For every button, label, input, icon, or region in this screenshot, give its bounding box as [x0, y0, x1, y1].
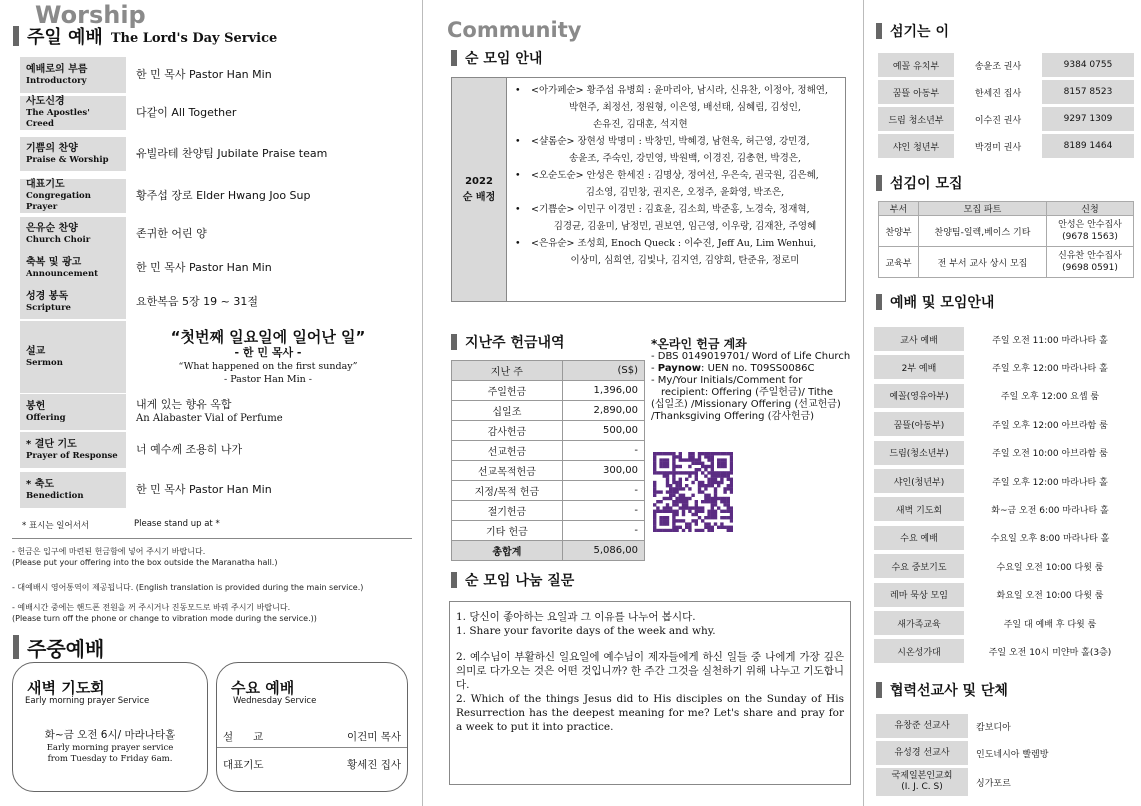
cell-group-text — [531, 201, 839, 235]
order-label-ko: 예배로의 부름 — [26, 63, 88, 75]
cell-line: 김소영, 김민창, 권지은, 오정주, 윤화영, 박조은, — [585, 187, 785, 198]
qr-code-icon — [653, 452, 733, 532]
online-dbs: - DBS 0149019701/ Word of Life Church — [651, 351, 851, 362]
order-label-ko: * 축도 — [26, 478, 55, 490]
order-row — [20, 285, 410, 319]
order-label — [20, 217, 126, 251]
servers-heading — [876, 22, 949, 40]
online-inst-1: - My/Your Initials/Comment for — [651, 375, 803, 386]
schedule-time: 주일 오후 12:00 마라나타 홀 — [992, 477, 1108, 488]
offering-row — [452, 481, 645, 501]
order-label-ko: 사도신경 — [26, 96, 65, 107]
order-row-benediction — [20, 472, 410, 508]
offering-amount: - — [562, 501, 644, 521]
order-label — [20, 179, 126, 213]
server-name: 이수진 권사 — [974, 115, 1022, 126]
question-heading — [451, 571, 574, 589]
recruit-row — [879, 216, 1134, 247]
cell-line: 김경균, 김윤미, 남정민, 권보연, 임근영, 이우랑, 김재찬, 주영혜 — [553, 221, 817, 232]
cell-line: <오순도순> 안성은 한세진 : 김명상, 정여선, 우은숙, 권국원, 김은혜, — [531, 170, 819, 181]
schedule-row — [874, 583, 1136, 607]
recruit-title: 섬김이 모집 — [890, 176, 963, 192]
offering-name: 지정/목적 헌금 — [452, 481, 563, 501]
note-text-en: (Please put your offering into the box outside the Maranatha hall.) — [12, 558, 278, 567]
order-label — [20, 394, 126, 430]
mission-row — [876, 714, 1138, 738]
order-label — [20, 432, 126, 468]
order-label-ko: 봉헌 — [26, 400, 46, 412]
question-2-en: 2. Which of the things Jesus did to His disciples on the Sunday of His Resurrection has the deepest meaning for me? Let's share and pray for a week to put it into practice. — [456, 693, 844, 733]
divider — [12, 538, 412, 539]
recruit-heading — [876, 174, 963, 192]
order-label-ko: 성경 봉독 — [26, 290, 69, 302]
offering-table — [451, 360, 645, 561]
recruit-head-dept: 부서 — [879, 202, 919, 216]
cell-group-text — [531, 167, 839, 201]
cell-line: 박현주, 최정선, 정원형, 이은영, 배선태, 심혜림, 김성인, — [569, 102, 801, 113]
mission-row — [876, 768, 1138, 796]
mission-name-text: 유창준 선교사 — [894, 720, 950, 731]
schedule-time: 주일 오후 12:00 아브라함 룸 — [992, 420, 1108, 431]
offering-row — [452, 421, 645, 441]
cell-line: 손유진, 김대훈, 석지현 — [593, 119, 688, 130]
heading-bar — [876, 682, 882, 698]
mission-name — [876, 714, 968, 738]
offering-title: 지난주 헌금내역 — [465, 335, 565, 351]
offering-amount: - — [562, 521, 644, 541]
order-value: 한 민 목사 Pastor Han Min — [136, 68, 272, 81]
schedule-name: 수요 예배 — [874, 526, 964, 550]
sermon-title-ko: “첫번째 일요일에 일어난 일” — [170, 328, 366, 346]
midweek-heading — [13, 634, 104, 660]
note-text: - 헌금은 입구에 마련된 헌금함에 넣어 주시기 바랍니다. — [12, 547, 206, 556]
offering-name: 절기헌금 — [452, 501, 563, 521]
wed-prayer-label: 대표기도 — [223, 759, 264, 771]
offering-head-row — [452, 361, 645, 381]
order-label-ko: 기쁨의 찬양 — [26, 142, 78, 154]
bullet-icon: • — [515, 85, 521, 96]
recruit-apply-name: 신유찬 안수집사 — [1058, 251, 1122, 261]
cell-line: <기쁨순> 이민구 이경민 : 김효윤, 김소희, 박준홍, 노경숙, 정재혁, — [531, 204, 810, 215]
note-text: - 대예배시 영어통역이 제공됩니다. (English translation is provided during the main service.) — [12, 583, 364, 592]
cell-group-title: 순 모임 안내 — [465, 51, 543, 67]
offering-amount: - — [562, 441, 644, 461]
schedule-time: 주일 오후 12:00 마라나타 홀 — [992, 363, 1108, 374]
midweek-title: 주중예배 — [27, 636, 105, 661]
schedule-time: 주일 오후 12:00 요셉 룸 — [1000, 392, 1100, 403]
order-row — [20, 137, 410, 171]
server-name: 한세진 집사 — [974, 88, 1022, 99]
mission-row — [876, 741, 1138, 765]
sermon-preacher-ko: - 한 민 목사 - — [234, 346, 302, 359]
note-text-en: (Please turn off the phone or change to vibration mode during the service.)) — [12, 614, 317, 623]
recruit-head-apply: 신청 — [1047, 202, 1134, 216]
question-1-en: 1. Share your favorite days of the week and why. — [456, 625, 716, 637]
paynow-uen: : UEN no. T09SS0086C — [701, 363, 815, 374]
server-dept: 드림 청소년부 — [878, 107, 954, 131]
note-phone — [12, 602, 317, 624]
schedule-row — [874, 384, 1136, 408]
offering-name: 기타 헌금 — [452, 521, 563, 541]
order-value: 다같이 All Together — [136, 106, 237, 119]
stand-note — [22, 519, 220, 531]
missions-heading — [876, 681, 1008, 699]
cell-group-heading — [451, 49, 542, 67]
order-label-ko: * 결단 기도 — [26, 438, 77, 450]
cell-group-item — [515, 201, 839, 235]
schedule-name: 레마 묵상 모임 — [874, 583, 964, 607]
order-label-en: Benediction — [26, 490, 84, 501]
offering-name: 선교목적헌금 — [452, 461, 563, 481]
bullet-icon: • — [515, 136, 521, 147]
offering-row — [452, 381, 645, 401]
stand-note-en: Please stand up at * — [134, 519, 220, 529]
schedule-time: 주일 오전 10:00 아브라함 룸 — [992, 449, 1108, 460]
online-inst-3: (십일조) /Missionary Offering (선교헌금) — [651, 399, 841, 410]
recruit-head-part: 모집 파트 — [919, 202, 1047, 216]
order-row-offering — [20, 394, 410, 430]
bullet-icon: • — [515, 170, 521, 181]
order-row-sermon — [20, 321, 410, 393]
dawn-en-2: from Tuesday to Friday 6am. — [47, 754, 173, 764]
schedule-row — [874, 639, 1136, 663]
note-offering — [12, 546, 277, 568]
schedule-name: 새벽 기도회 — [874, 497, 964, 521]
schedule-row — [874, 526, 1136, 550]
stand-note-ko: * 표시는 일어서서 — [22, 521, 90, 531]
dawn-prayer-box — [12, 662, 208, 792]
wed-row-preacher — [223, 729, 401, 744]
schedule-row — [874, 497, 1136, 521]
sermon-preacher-en: - Pastor Han Min - — [223, 374, 313, 385]
schedule-row — [874, 412, 1136, 436]
note-translation — [12, 582, 363, 593]
cell-line: <샬롬순> 장현성 박명미 : 박창민, 박혜경, 남현욱, 허근영, 강민경, — [531, 136, 810, 147]
cell-group-item — [515, 235, 839, 269]
wed-divider — [217, 747, 407, 748]
order-label-en: The Apostles' Creed — [26, 108, 90, 129]
wed-subtitle: Wednesday Service — [233, 696, 317, 706]
schedule-name: 드림(청소년부) — [874, 441, 964, 465]
recruit-dept: 교육부 — [879, 247, 919, 278]
order-label-en: Congregation Prayer — [26, 191, 91, 212]
order-value: 유빌라테 찬양팀 Jubilate Praise team — [136, 147, 328, 160]
question-box — [449, 601, 851, 785]
recruit-apply-phone: (9678 1563) — [1062, 232, 1118, 242]
schedule-name: 꿈뜰(아동부) — [874, 412, 964, 436]
dawn-title: 새벽 기도회 — [27, 679, 105, 697]
heading-bar — [876, 175, 882, 191]
offering-name: 십일조 — [452, 401, 563, 421]
offering-row — [452, 441, 645, 461]
lords-day-heading — [13, 25, 277, 47]
wed-preacher-label: 설 교 — [223, 731, 264, 743]
order-label-ko: 축복 및 광고 — [26, 256, 82, 268]
schedule-name: 새가족교육 — [874, 611, 964, 635]
offering-values — [126, 398, 283, 426]
order-label-en: Scripture — [26, 302, 71, 313]
offering-heading — [451, 333, 565, 351]
offering-name: 주일헌금 — [452, 381, 563, 401]
heading-bar — [13, 26, 19, 46]
sermon-block — [126, 328, 410, 386]
dawn-subtitle: Early morning prayer Service — [25, 696, 150, 706]
wednesday-box — [216, 662, 408, 792]
order-label — [20, 472, 126, 508]
dawn-en-1: Early morning prayer service — [46, 743, 174, 753]
order-label — [20, 57, 126, 93]
order-label-ko: 대표기도 — [26, 179, 65, 190]
order-value: 요한복음 5장 19 ~ 31절 — [136, 295, 258, 308]
recruit-apply — [1047, 216, 1134, 247]
schedule-name: 수요 중보기도 — [874, 554, 964, 578]
cell-line: 송윤조, 주숙인, 강민영, 박원백, 이경진, 김총현, 박경은, — [569, 153, 801, 164]
schedule-title: 예배 및 모임안내 — [890, 295, 995, 311]
paynow-label: Paynow — [657, 363, 702, 374]
cell-group-label — [452, 78, 507, 301]
order-label-en: Sermon — [26, 357, 63, 368]
order-row-response — [20, 432, 410, 468]
server-phone: 8189 1464 — [1042, 134, 1134, 158]
server-dept: 샤인 청년부 — [878, 134, 954, 158]
offering-amount: 2,890,00 — [562, 401, 644, 421]
mission-name — [876, 741, 968, 765]
cell-group-table — [451, 77, 846, 302]
server-phone: 9297 1309 — [1042, 107, 1134, 131]
recruit-head-row — [879, 202, 1134, 216]
heading-bar — [451, 572, 457, 588]
order-label-en: Announcement — [26, 268, 99, 279]
order-row — [20, 57, 410, 93]
lords-day-title-en: The Lord's Day Service — [110, 30, 278, 46]
schedule-name: 2부 예배 — [874, 355, 964, 379]
order-row — [20, 217, 410, 251]
dawn-time: 화~금 오전 6시/ 마라나타홀 — [44, 729, 176, 741]
cell-group-text — [531, 133, 839, 167]
server-row — [878, 80, 1134, 104]
order-label-en: Prayer of Response — [26, 450, 118, 461]
order-label-en: Introductory — [26, 75, 87, 86]
online-title: *온라인 헌금 계좌 — [651, 337, 747, 351]
order-label — [20, 285, 126, 319]
servers-title: 섬기는 이 — [890, 24, 949, 40]
benediction-value: 한 민 목사 Pastor Han Min — [136, 483, 272, 496]
offering-amount: - — [562, 481, 644, 501]
cell-group-item — [515, 82, 839, 133]
order-label-en: Church Choir — [26, 234, 91, 245]
heading-bar — [876, 23, 882, 39]
offering-hymn-ko: 내게 있는 향유 옥합 — [136, 398, 232, 411]
schedule-time: 수요일 오후 8:00 마라나타 홀 — [990, 534, 1110, 545]
offering-head-currency: (S$) — [562, 361, 644, 381]
schedule-row — [874, 355, 1136, 379]
recruit-row — [879, 247, 1134, 278]
offering-amount: 5,086,00 — [562, 541, 644, 561]
recruit-apply — [1047, 247, 1134, 278]
order-row — [20, 251, 410, 285]
offering-head-week: 지난 주 — [452, 361, 563, 381]
order-row — [20, 96, 410, 130]
wed-title: 수요 예배 — [231, 679, 295, 697]
recruit-apply-phone: (9698 0591) — [1062, 263, 1118, 273]
server-name: 송윤조 권사 — [974, 61, 1022, 72]
schedule-name: 시온성가대 — [874, 639, 964, 663]
schedule-time: 화요일 오전 10:00 다윗 룸 — [996, 591, 1104, 602]
schedule-time: 주일 오전 10시 미얀마 홀(3층) — [988, 647, 1112, 658]
schedule-row — [874, 441, 1136, 465]
mission-name — [876, 768, 968, 796]
order-label — [20, 251, 126, 285]
offering-name: 선교헌금 — [452, 441, 563, 461]
schedule-time: 주일 대 예배 후 다윗 룸 — [1003, 619, 1097, 630]
mission-place: 캄보디아 — [976, 722, 1011, 733]
mission-name-text: 국제일본인교회 — [891, 771, 953, 781]
schedule-row — [874, 469, 1136, 493]
order-label-ko: 은유순 찬양 — [26, 222, 78, 234]
offering-name: 감사헌금 — [452, 421, 563, 441]
heading-bar — [451, 50, 457, 66]
order-label-en: Praise & Worship — [26, 154, 109, 165]
order-value: 황주섭 장로 Elder Hwang Joo Sup — [136, 189, 311, 202]
online-inst-4: /Thanksgiving Offering (감사헌금) — [651, 411, 815, 422]
mission-place: 싱가포르 — [976, 778, 1011, 789]
recruit-table — [878, 201, 1134, 278]
offering-hymn-en: An Alabaster Vial of Perfume — [136, 413, 283, 424]
response-value: 너 예수께 조용히 나가 — [136, 443, 243, 456]
order-label — [20, 321, 126, 393]
recruit-part: 찬양팀-일렉,베이스 기타 — [919, 216, 1047, 247]
offering-row — [452, 541, 645, 561]
schedule-row — [874, 554, 1136, 578]
bullet-icon: • — [515, 238, 521, 249]
server-row — [878, 53, 1134, 77]
offering-amount: 1,396,00 — [562, 381, 644, 401]
server-phone: 9384 0755 — [1042, 53, 1134, 77]
worship-heading-word: Worship — [35, 1, 146, 29]
cell-line: <아가페순> 황주섭 유병희 : 윤마리아, 남시라, 신유찬, 이정아, 정해연, — [531, 85, 828, 96]
schedule-row — [874, 611, 1136, 635]
schedule-time: 주일 오전 11:00 마라나타 홀 — [992, 335, 1108, 346]
server-phone: 8157 8523 — [1042, 80, 1134, 104]
mission-name-text: 유성경 선교사 — [894, 747, 950, 758]
schedule-name: 샤인(청년부) — [874, 469, 964, 493]
cell-year: 2022 — [465, 175, 493, 187]
worship-column — [0, 0, 420, 806]
bullet-icon: • — [515, 204, 521, 215]
offering-row — [452, 501, 645, 521]
offering-row — [452, 401, 645, 421]
order-label-ko: 설교 — [26, 345, 46, 357]
offering-row — [452, 461, 645, 481]
order-label-en: Offering — [26, 412, 66, 423]
server-dept: 예꼴 유치부 — [878, 53, 954, 77]
schedule-time: 수요일 오전 10:00 다윗 룸 — [996, 562, 1104, 573]
offering-name: 총합계 — [452, 541, 563, 561]
server-row — [878, 134, 1134, 158]
recruit-apply-name: 안성은 안수집사 — [1058, 220, 1122, 230]
order-value: 존귀한 어린 양 — [136, 227, 207, 240]
lords-day-title-ko: 주일 예배 — [27, 27, 103, 48]
schedule-name: 교사 예배 — [874, 327, 964, 351]
wed-row-prayer — [223, 757, 401, 772]
order-row — [20, 179, 410, 213]
heading-bar — [876, 294, 882, 310]
community-heading: Community — [447, 18, 582, 42]
online-inst-2: recipient: Offering (주일헌금)/ Tithe — [661, 387, 834, 398]
mission-name-sub: (I. J. C. S) — [901, 782, 943, 792]
sermon-title-en: “What happened on the first sunday” — [178, 361, 358, 372]
order-value: 한 민 목사 Pastor Han Min — [136, 261, 272, 274]
wed-preacher-value: 이건미 목사 — [346, 731, 401, 743]
recruit-part: 전 부서 교사 상시 모집 — [919, 247, 1047, 278]
cell-assign: 순 배정 — [462, 191, 496, 203]
offering-amount: 500,00 — [562, 421, 644, 441]
online-offering — [651, 337, 856, 423]
spacer — [456, 638, 844, 650]
cell-line: 이상미, 심희연, 김빛나, 김지연, 김양희, 탄준유, 정로미 — [570, 255, 800, 266]
schedule-heading — [876, 293, 994, 311]
online-paynow: - Paynow: UEN no. T09SS0086C — [651, 363, 815, 374]
server-name: 박경미 권사 — [974, 142, 1022, 153]
cell-group-text — [531, 82, 839, 133]
heading-bar — [13, 635, 19, 659]
order-label — [20, 96, 126, 130]
cell-line: <은유순> 조성희, Enoch Queck : 이수진, Jeff Au, Lim Wenhui, — [531, 238, 817, 249]
server-row — [878, 107, 1134, 131]
offering-row — [452, 521, 645, 541]
schedule-time: 화~금 오전 6:00 마라나타 홀 — [991, 505, 1109, 516]
missions-title: 협력선교사 및 단체 — [890, 683, 1008, 699]
question-title: 순 모임 나눔 질문 — [465, 573, 575, 589]
server-dept: 꿈뜰 아동부 — [878, 80, 954, 104]
wed-prayer-value: 황세진 집사 — [346, 759, 401, 771]
order-label — [20, 137, 126, 171]
cell-group-list — [507, 78, 845, 301]
heading-bar — [451, 334, 457, 350]
cell-group-text — [531, 235, 839, 269]
offering-amount: 300,00 — [562, 461, 644, 481]
question-1-ko: 1. 당신이 좋아하는 요일과 그 이유를 나누어 봅시다. — [456, 611, 696, 623]
schedule-row — [874, 327, 1136, 351]
question-2-ko: 2. 예수님이 부활하신 일요일에 예수님이 제자들에게 하신 일들 중 나에게 가장 깊은 의미로 다가오는 것은 어떤 것입니까? 한 주간 그것을 실천하기 위해 나누고 기도합니다. — [456, 651, 844, 691]
recruit-dept: 찬양부 — [879, 216, 919, 247]
mission-place: 인도네시아 빨렘방 — [976, 749, 1049, 760]
schedule-name: 예꼴(영유아부) — [874, 384, 964, 408]
cell-group-item — [515, 167, 839, 201]
note-text: - 예배시간 중에는 핸드폰 전원을 꺼 주시거나 진동모드로 바꿔 주시기 바랍니다. — [12, 603, 291, 612]
cell-group-item — [515, 133, 839, 167]
